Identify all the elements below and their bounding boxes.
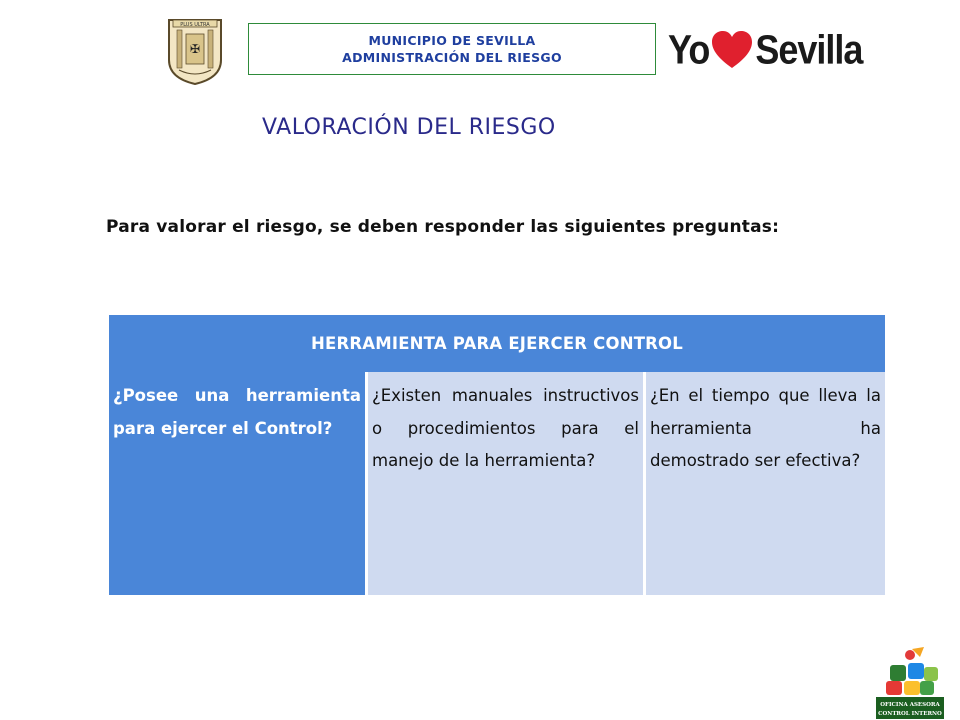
header-line-2: ADMINISTRACIÓN DEL RIESGO	[342, 50, 562, 65]
logo-line-2: CONTROL INTERNO	[878, 711, 942, 717]
control-tool-table	[109, 315, 885, 595]
page-title: VALORACIÓN DEL RIESGO	[262, 115, 556, 140]
question-cell-2: ¿Existen manuales instructivos o procedimientos para el manejo de la herramienta?	[368, 372, 643, 595]
svg-text:PLUS ULTRA: PLUS ULTRA	[180, 22, 210, 28]
header-banner	[248, 23, 656, 75]
header-line-1: MUNICIPIO DE SEVILLA	[368, 33, 536, 48]
oficina-asesora-logo	[872, 645, 948, 720]
logo-line-1: OFICINA ASESORA	[880, 702, 940, 708]
table-header: HERRAMIENTA PARA EJERCER CONTROL	[109, 315, 885, 372]
intro-text: Para valorar el riesgo, se deben responder las siguientes preguntas:	[106, 217, 780, 237]
svg-text:✠: ✠	[189, 42, 201, 56]
brand-sevilla: Sevilla	[755, 26, 863, 73]
question-cell-1: ¿Posee una herramienta para ejercer el Control?	[109, 372, 365, 595]
heart-icon	[710, 30, 754, 70]
brand-yo: Yo	[668, 26, 710, 73]
question-cell-3: ¿En el tiempo que lleva la herramienta ha demostrado ser efectiva?	[646, 372, 885, 595]
coat-of-arms-logo	[165, 16, 225, 86]
yo-sevilla-logo	[668, 25, 862, 75]
